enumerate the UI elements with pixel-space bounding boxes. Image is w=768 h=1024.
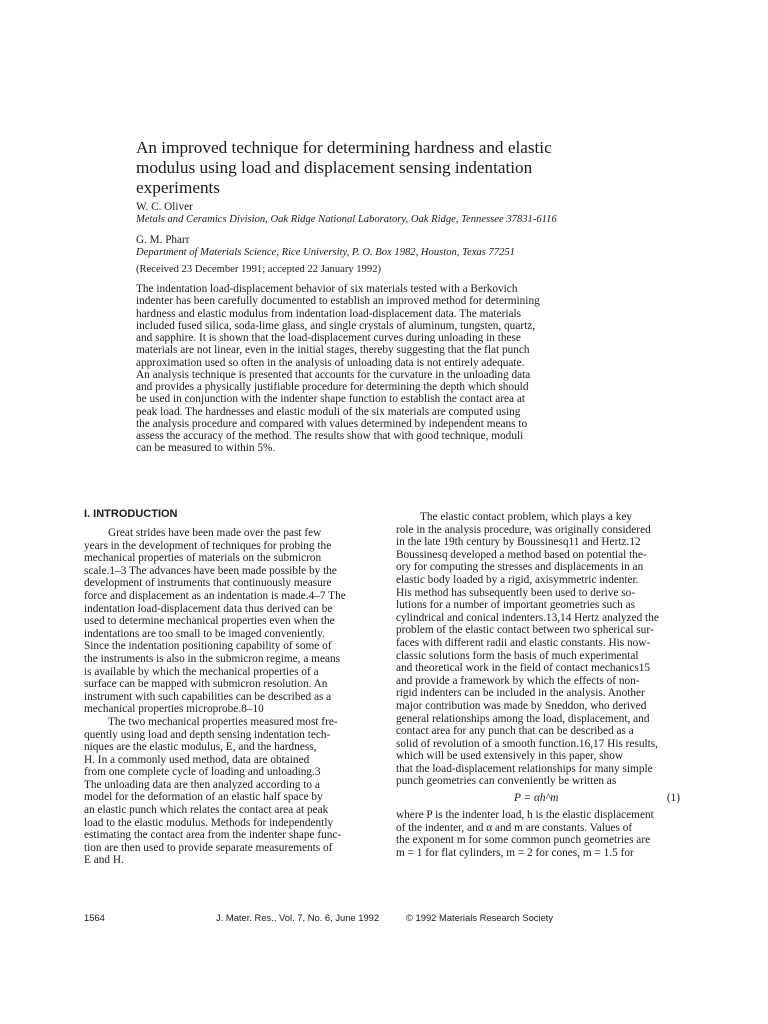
abstract-line: and provides a physically justifiable procedure for determining the depth which should [136, 381, 529, 393]
body-line: Since the indentation positioning capability of some of [84, 640, 332, 653]
body-line: mechanical properties microprobe.8–10 [84, 703, 264, 716]
body-line: force and displacement as an indentation is made.4–7 The [84, 589, 346, 602]
body-line: and provide a framework by which the effects of non- [396, 674, 640, 687]
body-line: instrument with such capabilities can be described as a [84, 690, 332, 703]
author-affiliation-1: Metals and Ceramics Division, Oak Ridge National Laboratory, Oak Ridge, Tennessee 37831-6116 [136, 214, 557, 225]
body-line: used to determine mechanical properties even when the [84, 615, 335, 628]
author-affiliation-2: Department of Materials Science, Rice University, P. O. Box 1982, Houston, Texas 77251 [136, 247, 515, 258]
author-name-1: W. C. Oliver [136, 201, 193, 213]
body-line: punch geometries can conveniently be written as [396, 775, 617, 788]
body-line: Boussinesq developed a method based on potential the- [396, 548, 647, 561]
abstract-line: peak load. The hardnesses and elastic moduli of the six materials are computed using [136, 405, 521, 418]
abstract-line: assess the accuracy of the method. The results show that with good technique, moduli [136, 430, 524, 442]
equation-text: P = αh^m [514, 792, 559, 805]
equation-number: (1) [666, 792, 680, 805]
body-line: problem of the elastic contact between two spherical sur- [396, 624, 654, 637]
right-column [396, 511, 686, 859]
body-line: model for the deformation of an elastic half space by [84, 791, 323, 804]
abstract-line: included fused silica, soda-lime glass, and single crystals of aluminum, tungsten, quartz, [136, 319, 536, 332]
abstract-line: approximation used so often in the analysis of unloading data is not entirely adequate. [136, 356, 525, 369]
body-line: Great strides have been made over the past few [108, 527, 322, 539]
body-line: ory for computing the stresses and displacements in an [396, 561, 644, 574]
abstract-line: An analysis technique is presented that accounts for the curvature in the unloading data [136, 368, 531, 381]
equation-1 [396, 788, 686, 809]
body-line: which will be used extensively in this paper, show [396, 750, 624, 763]
body-line: faces with different radii and elastic constants. His now- [396, 636, 651, 649]
body-line: The two mechanical properties measured most fre- [108, 715, 338, 728]
body-line: H. In a commonly used method, data are obtained [84, 753, 310, 766]
body-line: role in the analysis procedure, was originally considered [396, 523, 651, 536]
body-line: niques are the elastic modulus, E, and the hardness, [84, 741, 317, 754]
body-line: E and H. [84, 854, 124, 867]
body-line: elastic body loaded by a rigid, axisymmetric indenter. [396, 573, 639, 586]
copyright: © 1992 Materials Research Society [406, 912, 554, 923]
body-line: indentation load-displacement data thus derived can be [84, 602, 333, 615]
received-dates: (Received 23 December 1991; accepted 22 January 1992) [136, 264, 382, 275]
body-line: from one complete cycle of loading and unloading.3 [84, 766, 321, 779]
body-line: solid of revolution of a smooth function.16,17 His results, [396, 737, 659, 750]
body-line: lutions for a number of important geometries such as [396, 599, 636, 612]
body-line: scale.1–3 The advances have been made possible by the [84, 564, 337, 577]
abstract-line: hardness and elastic modulus from indentation load-displacement data. The materials [136, 307, 522, 320]
body-line: The elastic contact problem, which plays a key [420, 511, 633, 523]
body-line: an elastic punch which relates the contact area at peak [84, 804, 329, 817]
abstract [136, 283, 602, 455]
body-line: indentations are too small to be imaged conveniently. [84, 627, 325, 640]
body-line: load to the elastic modulus. Methods for independently [84, 816, 334, 829]
body-line: estimating the contact area from the indenter shape func- [84, 829, 342, 842]
body-line: major contribution was made by Sneddon, who derived [396, 699, 647, 712]
body-line: the instruments is also in the submicron regime, a means [84, 652, 341, 665]
abstract-line: the analysis procedure and compared with values determined by independent means to [136, 417, 528, 430]
abstract-line: materials are not linear, even in the initial stages, thereby suggesting that the flat punch [136, 344, 530, 357]
body-line: and theoretical work in the field of contact mechanics15 [396, 662, 651, 675]
body-line: mechanical properties of materials on the submicron [84, 552, 322, 565]
abstract-line: can be measured to within 5%. [136, 442, 276, 455]
body-line: in the late 19th century by Boussinesq11 and Hertz.12 [396, 536, 641, 549]
body-line: that the load-displacement relationships for many simple [396, 762, 653, 775]
body-line: m = 1 for flat cylinders, m = 2 for cones, m = 1.5 for [396, 846, 634, 859]
body-line: The unloading data are then analyzed according to a [84, 778, 320, 791]
body-line: surface can be mapped with submicron resolution. An [84, 678, 328, 691]
body-line: of the indenter, and α and m are constants. Values of [396, 821, 633, 834]
journal-citation: J. Mater. Res., Vol. 7, No. 6, June 1992 [216, 912, 380, 923]
paper-title: An improved technique for determining hardness and elastic modulus using load and displacement sensing indentation experiments [136, 138, 552, 197]
abstract-line: and sapphire. It is shown that the load-displacement curves during unloading in these [136, 332, 521, 344]
body-line: general relationships among the load, displacement, and [396, 712, 650, 725]
body-line: classic solutions form the basis of much experimental [396, 649, 639, 662]
abstract-line: indenter has been carefully documented to establish an improved method for determining [136, 295, 540, 308]
body-line: contact area for any punch that can be described as a [396, 725, 634, 738]
left-column [84, 527, 378, 867]
body-line: cylindrical and conical indenters.13,14 Hertz analyzed the [396, 611, 659, 624]
body-line: quently using load and depth sensing indentation tech- [84, 728, 331, 741]
body-line: His method has subsequently been used to derive so- [396, 586, 636, 599]
body-line: is available by which the mechanical properties of a [84, 665, 319, 678]
body-line: tion are then used to provide separate measurements of [84, 841, 333, 854]
abstract-line: be used in conjunction with the indenter shape function to establish the contact area at [136, 393, 525, 406]
body-line: where P is the indenter load, h is the elastic displacement [396, 809, 654, 822]
abstract-line: The indentation load-displacement behavior of six materials tested with a Berkovich [136, 283, 518, 295]
body-line: development of instruments that continuously measure [84, 577, 332, 590]
author-name-2: G. M. Pharr [136, 234, 190, 246]
body-line: the exponent m for some common punch geometries are [396, 834, 651, 847]
section-heading: I. INTRODUCTION [84, 508, 178, 520]
body-line: years in the development of techniques for probing the [84, 539, 332, 552]
page-number: 1564 [84, 912, 105, 923]
body-line: rigid indenters can be included in the analysis. Another [396, 687, 645, 700]
